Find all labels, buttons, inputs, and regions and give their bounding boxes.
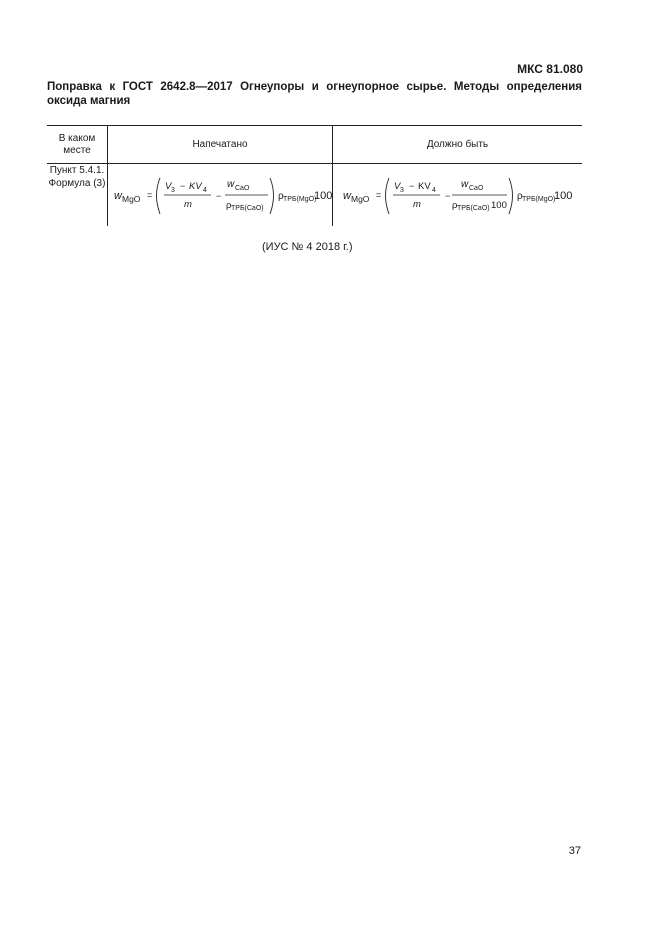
w-symbol: w bbox=[343, 190, 351, 202]
v4-subscript: 4 bbox=[203, 187, 207, 194]
w-subscript: MgO bbox=[122, 194, 141, 204]
v3-symbol: V bbox=[165, 181, 172, 192]
table-header-row bbox=[47, 126, 582, 164]
cell-should-be-formula bbox=[333, 164, 583, 227]
cell-printed-formula bbox=[108, 164, 333, 227]
minus-sign-1: − bbox=[180, 181, 186, 191]
right-paren bbox=[270, 178, 274, 214]
kv4-symbol: KV bbox=[418, 181, 431, 192]
rho-cao-symbol: ρ bbox=[226, 200, 232, 211]
v3-symbol: V bbox=[394, 181, 401, 192]
classification-code: МКС 81.080 bbox=[517, 62, 583, 76]
minus-sign-1: − bbox=[409, 181, 415, 191]
left-paren bbox=[157, 178, 161, 214]
right-paren bbox=[509, 178, 513, 214]
minus-sign-2: − bbox=[445, 191, 451, 201]
minus-sign-2: − bbox=[216, 191, 222, 201]
page-number: 37 bbox=[568, 845, 581, 857]
factor-100: 100 bbox=[314, 190, 333, 202]
m-symbol: m bbox=[184, 199, 192, 210]
rho-mgo-symbol: ρ bbox=[517, 191, 523, 202]
kv4-symbol: KV bbox=[189, 181, 202, 192]
rho-mgo-subscript: ТРБ(MgO) bbox=[522, 196, 556, 203]
rho-mgo-symbol: ρ bbox=[278, 191, 284, 202]
rho-mgo-subscript: ТРБ(MgO) bbox=[283, 196, 317, 203]
v4-subscript: 4 bbox=[432, 187, 436, 194]
printed-formula bbox=[108, 164, 332, 226]
wcao-subscript: CaO bbox=[469, 185, 484, 192]
wcao-symbol: w bbox=[227, 179, 235, 190]
correction-table bbox=[47, 125, 582, 226]
source-note: (ИУС № 4 2018 г.) bbox=[262, 241, 353, 253]
v3-subscript: 3 bbox=[171, 187, 175, 194]
header-place: В каком месте bbox=[47, 126, 108, 164]
header-printed: Напечатано bbox=[108, 126, 333, 164]
w-subscript: MgO bbox=[351, 194, 370, 204]
document-title: Поправка к ГОСТ 2642.8—2017 Огнеупоры и огнеупорное сырье. Методы определения оксида магния bbox=[47, 81, 582, 107]
w-symbol: w bbox=[114, 190, 122, 202]
left-paren bbox=[386, 178, 390, 214]
cell-place: Пункт 5.4.1. Формула (3) bbox=[48, 165, 106, 189]
m-symbol: m bbox=[413, 199, 421, 210]
equals-sign: = bbox=[376, 190, 382, 200]
equals-sign: = bbox=[147, 190, 153, 200]
wcao-subscript: CaO bbox=[235, 185, 250, 192]
wcao-symbol: w bbox=[461, 179, 469, 190]
factor-100-inner: 100 bbox=[491, 200, 507, 211]
should-be-formula bbox=[333, 164, 582, 226]
rho-cao-subscript: ТРБ(CaO) bbox=[457, 205, 490, 212]
rho-cao-subscript: ТРБ(CaO) bbox=[231, 205, 264, 212]
table-row bbox=[47, 164, 582, 227]
factor-100: 100 bbox=[554, 190, 573, 202]
header-should-be: Должно быть bbox=[333, 126, 583, 164]
v3-subscript: 3 bbox=[400, 187, 404, 194]
rho-cao-symbol: ρ bbox=[452, 200, 458, 211]
